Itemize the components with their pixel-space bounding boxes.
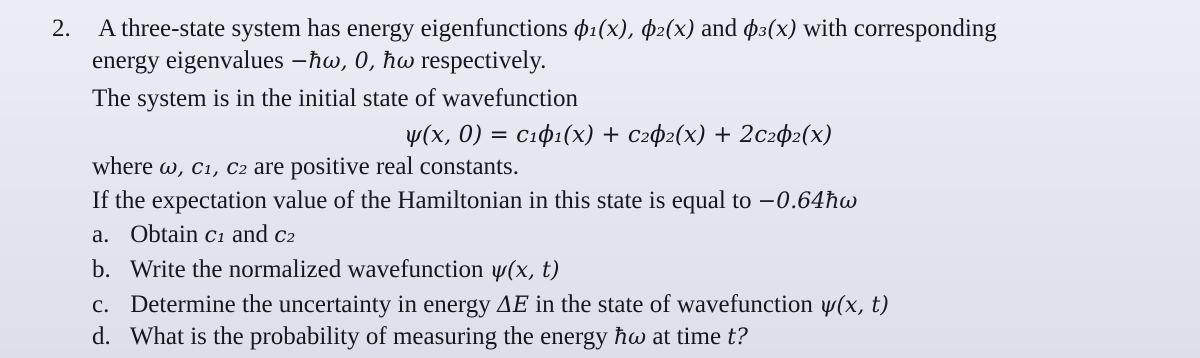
part-text: Obtain <box>130 221 199 248</box>
part-letter: d. <box>92 323 111 350</box>
problem-line-2 <box>92 46 546 77</box>
respectively-word: respectively. <box>420 47 547 74</box>
part-math-2: c₂ <box>274 223 296 248</box>
part-math-1: c₁ <box>204 223 226 248</box>
eigenfunctions: ϕ₁(x), ϕ₂(x) <box>574 17 695 42</box>
part-math-1: ψ(x, t) <box>489 258 560 283</box>
part-b <box>92 255 559 286</box>
part-math-2: t? <box>727 325 748 350</box>
constants-text: are positive real constants. <box>253 153 519 180</box>
part-math-2: ψ(x, t) <box>819 293 889 318</box>
problem-line-3 <box>92 84 578 114</box>
part-a <box>92 220 295 251</box>
wavefunction-equation <box>404 120 832 150</box>
part-letter: b. <box>92 256 111 283</box>
intro-text: A three-state system has energy eigenfunctions <box>98 15 568 42</box>
problem-line-1 <box>52 14 997 45</box>
part-d <box>92 322 748 353</box>
problem-number: 2. <box>52 15 71 42</box>
problem-line-5 <box>92 152 519 183</box>
part-letter: c. <box>92 291 110 318</box>
part-c <box>92 290 889 321</box>
part-mid: in the state of wavefunction <box>535 291 813 318</box>
problem-line-6 <box>92 186 857 217</box>
part-math-1: ΔE <box>497 293 529 318</box>
part-math-1: ħω <box>613 325 647 350</box>
with-corresponding: with corresponding <box>803 15 997 42</box>
expectation-text: If the expectation value of the Hamiltonian in this state is equal to <box>92 187 752 214</box>
part-text: Determine the uncertainty in energy <box>130 291 491 318</box>
initial-state-text: The system is in the initial state of wavefunction <box>92 85 578 112</box>
and-word: and <box>701 15 738 42</box>
part-letter: a. <box>92 221 110 248</box>
part-mid: at time <box>652 323 722 350</box>
part-mid: and <box>231 221 269 248</box>
constants: ω, c₁, c₂ <box>159 155 248 180</box>
expectation-value: −0.64ħω <box>757 189 858 214</box>
where-word: where <box>92 153 154 180</box>
part-text: What is the probability of measuring the energy <box>129 323 608 350</box>
eigenvalues-label: energy eigenvalues <box>92 47 284 74</box>
part-text: Write the normalized wavefunction <box>129 256 484 283</box>
eigenvalues: −ħω, 0, ħω <box>290 49 415 74</box>
equation-text: ψ(x, 0) = c₁ϕ₁(x) + c₂ϕ₂(x) + 2c₂ϕ₂(x) <box>404 122 833 148</box>
phi3: ϕ₃(x) <box>743 17 797 42</box>
